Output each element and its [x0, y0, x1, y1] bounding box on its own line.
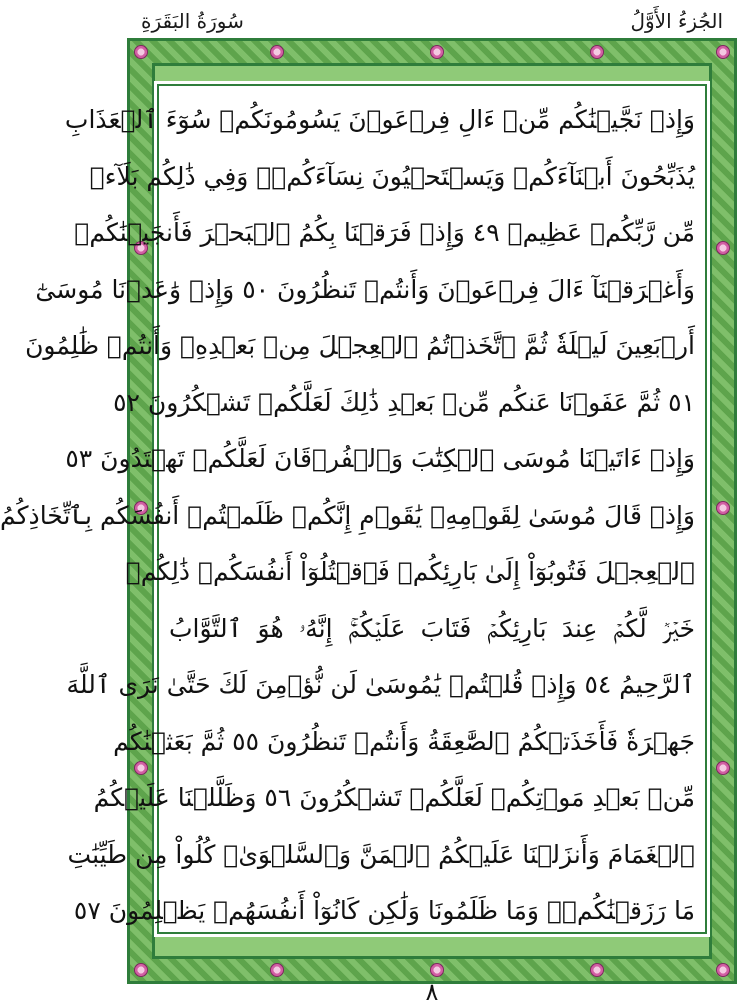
verse-line: خَيۡرٞ لَّكُمۡ عِندَ بَارِئِكُمۡ فَتَابَ عَلَيۡكُمۡۚ إِنَّهُۥ هُوَ ٱلتَّوَّابُ	[169, 613, 695, 643]
corner-rosette-icon	[716, 963, 730, 977]
verse-line: جَهۡرَةٗ فَأَخَذَتۡكُمُ ٱلصَّٰعِقَةُ وَأَنتُمۡ تَنظُرُونَ ٥٥ ثُمَّ بَعَثۡنَٰكُم	[113, 726, 695, 756]
quran-text-panel	[0, 84, 707, 934]
verse-line: ٱلرَّحِيمُ ٥٤ وَإِذۡ قُلۡتُمۡ يَٰمُوسَىٰ لَن نُّؤۡمِنَ لَكَ حَتَّىٰ نَرَى ٱللَّهَ	[66, 670, 695, 699]
border-rosette-icon	[270, 963, 284, 977]
border-rosette-icon	[716, 761, 730, 775]
verse-line: ٱلۡغَمَامَ وَأَنزَلۡنَا عَلَيۡكُمُ ٱلۡمَنَّ وَٱلسَّلۡوَىٰۖ كُلُواْ مِن طَيِّبَٰتِ	[67, 839, 695, 869]
border-rosette-icon	[430, 45, 444, 59]
surah-title: سُورَةُ البَقَرَةِ	[141, 9, 244, 33]
verse-line: مِّنۢ بَعۡدِ مَوۡتِكُمۡ لَعَلَّكُمۡ تَشۡكُرُونَ ٥٦ وَظَلَّلۡنَا عَلَيۡكُمُ	[93, 783, 695, 812]
corner-rosette-icon	[716, 45, 730, 59]
border-rosette-icon	[430, 963, 444, 977]
border-rosette-icon	[590, 45, 604, 59]
page-number: ٨	[425, 978, 439, 1006]
border-rosette-icon	[716, 241, 730, 255]
verse-line: ٱلۡعِجۡلَ فَتُوبُوٓاْ إِلَىٰ بَارِئِكُمۡ فَٱقۡتُلُوٓاْ أَنفُسَكُمۡ ذَٰلِكُمۡ	[125, 557, 695, 586]
juz-title: الجُزءُ الأَوَّلُ	[630, 9, 723, 33]
verse-line: وَإِذۡ نَجَّيۡنَٰكُم مِّنۡ ءَالِ فِرۡعَوۡنَ يَسُومُونَكُمۡ سُوٓءَ ٱلۡعَذَابِ	[64, 105, 695, 134]
verse-lines	[0, 92, 695, 940]
verse-line: وَأَغۡرَقۡنَآ ءَالَ فِرۡعَوۡنَ وَأَنتُمۡ تَنظُرُونَ ٥٠ وَإِذۡ وَٰعَدۡنَا مُوسَىٰٓ	[35, 274, 695, 304]
verse-line: مَا رَزَقۡنَٰكُمۡۚ وَمَا ظَلَمُونَا وَلَٰكِن كَانُوٓاْ أَنفُسَهُمۡ يَظۡلِمُونَ ٥٧	[73, 896, 695, 925]
verse-line: ٥١ ثُمَّ عَفَوۡنَا عَنكُم مِّنۢ بَعۡدِ ذَٰلِكَ لَعَلَّكُمۡ تَشۡكُرُونَ ٥٢	[113, 387, 695, 417]
border-rosette-icon	[590, 963, 604, 977]
border-rosette-icon	[270, 45, 284, 59]
verse-line: وَإِذۡ قَالَ مُوسَىٰ لِقَوۡمِهِۦ يَٰقَوۡمِ إِنَّكُمۡ ظَلَمۡتُمۡ أَنفُسَكُم بِٱتِّخَاذِكُمُ	[0, 500, 695, 530]
verse-line: أَرۡبَعِينَ لَيۡلَةٗ ثُمَّ ٱتَّخَذۡتُمُ ٱلۡعِجۡلَ مِنۢ بَعۡدِهِۦ وَأَنتُمۡ ظَٰلِمُونَ	[25, 331, 695, 360]
verse-line: وَإِذۡ ءَاتَيۡنَا مُوسَى ٱلۡكِتَٰبَ وَٱلۡفُرۡقَانَ لَعَلَّكُمۡ تَهۡتَدُونَ ٥٣	[65, 444, 695, 473]
border-rosette-icon	[716, 501, 730, 515]
verse-line: مِّن رَّبِّكُمۡ عَظِيمٞ ٤٩ وَإِذۡ فَرَقۡنَا بِكُمُ ٱلۡبَحۡرَ فَأَنجَيۡنَٰكُمۡ	[74, 218, 695, 247]
corner-rosette-icon	[134, 963, 148, 977]
verse-line: يُذَبِّحُونَ أَبۡنَآءَكُمۡ وَيَسۡتَحۡيُونَ نِسَآءَكُمۡۚ وَفِي ذَٰلِكُم بَلَآءٞ	[89, 161, 695, 191]
corner-rosette-icon	[134, 45, 148, 59]
